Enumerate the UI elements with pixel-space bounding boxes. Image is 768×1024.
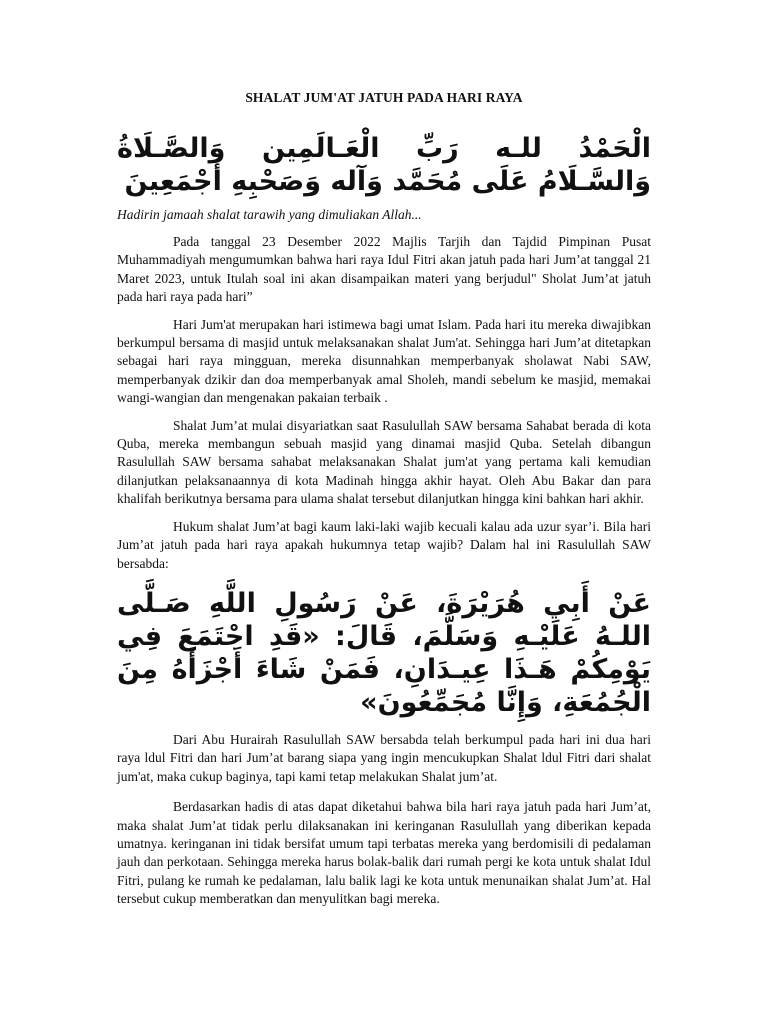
paragraph-announcement: Pada tanggal 23 Desember 2022 Majlis Tarjih dan Tajdid Pimpinan Pusat Muhammadiyah mengumumkan bahwa hari raya Idul Fitri akan jatuh pada hari Jum’at tanggal 21 Maret 2023, untuk Itulah soal ini akan disampaikan materi yang berjudul" Sholat Jum’at jatuh pada hari raya pada hari” [117,234,651,305]
paragraph-conclusion: Berdasarkan hadis di atas dapat diketahui bahwa bila hari raya jatuh pada hari Jum’at, maka shalat Jum’at tidak perlu dilaksanakan ini keringanan Rasulullah yang diberikan kepada umatnya. keringanan ini tidak bersifat umum tapi terbatas mereka yang berdomisili di pedalaman jauh dan perkotaan. Sehingga mereka harus bolak-balik dari rumah pergi ke kota untuk shalat Idul Fitri, pulang ke rumah ke pedalaman, lalu balik lagi ke kota untuk menunaikan shalat Jum’at. Hal tersebut cukup memberatkan dan menyulitkan bagi mereka. [117,799,651,907]
arabic-hadith: عَنْ أَبِي هُرَيْرَةَ، عَنْ رَسُولِ اللَّهِ صَـلَّى اللـهُ عَلَيْـهِ وَسَلَّمَ، قَالَ: «قَدِ اجْتَمَعَ فِي يَوْمِكُمْ هَـذَا عِيـدَانِ، فَمَنْ شَاءَ أَجْزَأَهُ مِنَ الْجُمُعَةِ، وَإِنَّا مُجَمِّعُونَ» [117,587,651,718]
paragraph-friday-special: Hari Jum'at merupakan hari istimewa bagi umat Islam. Pada hari itu mereka diwajibkan berkumpul bersama di masjid untuk melaksanakan shalat Jum'at. Sehingga hari Jum’at ditetapkan sebagai hari raya mingguan, mereka disunnahkan memperbanyak sholawat Nabi SAW, memperbanyak dzikir dan doa memperbanyak amal Sholeh, mandi sebelum ke masjid, memakai wangi-wangian dan mengenakan pakaian terbaik . [117,316,651,406]
paragraph-hadith-translation: Dari Abu Hurairah Rasulullah SAW bersabda telah berkumpul pada hari ini dua hari raya ldul Fitri dan hari Jum’at barang siapa yang ingin mencukupkan Shalat ldul Fitri dari shalat jum'at, maka cukup baginya, tapi kami tetap melakukan Shalat jum’at. [117,731,651,784]
paragraph-ruling: Hukum shalat Jum’at bagi kaum laki-laki wajib kecuali kalau ada uzur syar’i. Bila hari Jum’at jatuh pada hari raya apakah hukumnya tetap wajib? Dalam hal ini Rasulullah SAW bersabda: [117,518,651,571]
arabic-opening-prayer: الْحَمْدُ للـه رَبِّ الْعَـالَمِين وَالصَّـلَاةُ وَالسَّـلَامُ عَلَى مُحَمَّد وَآله وَصَحْبِهِ أَجْمَعِينَ [117,133,651,197]
document-title: SHALAT JUM'AT JATUH PADA HARI RAYA [245,90,523,105]
greeting-line: Hadirin jamaah shalat tarawih yang dimuliakan Allah... [117,207,422,222]
paragraph-history: Shalat Jum’at mulai disyariatkan saat Rasulullah SAW bersama Sahabat berada di kota Quba, mereka membangun sebuah masjid yang dinamai masjid Quba. Setelah dibangun Rasulullah SAW bersama sahabat melaksanakan Shalat jum'at yang pertama kali kemudian dilanjutkan pelaksanaannya di kota Madinah hingga akhir hayat. Oleh Abu Bakar dan para khalifah berikutnya bersama para ulama shalat tersebut dilanjutkan hingga kini bahkan hari akhir. [117,417,651,507]
